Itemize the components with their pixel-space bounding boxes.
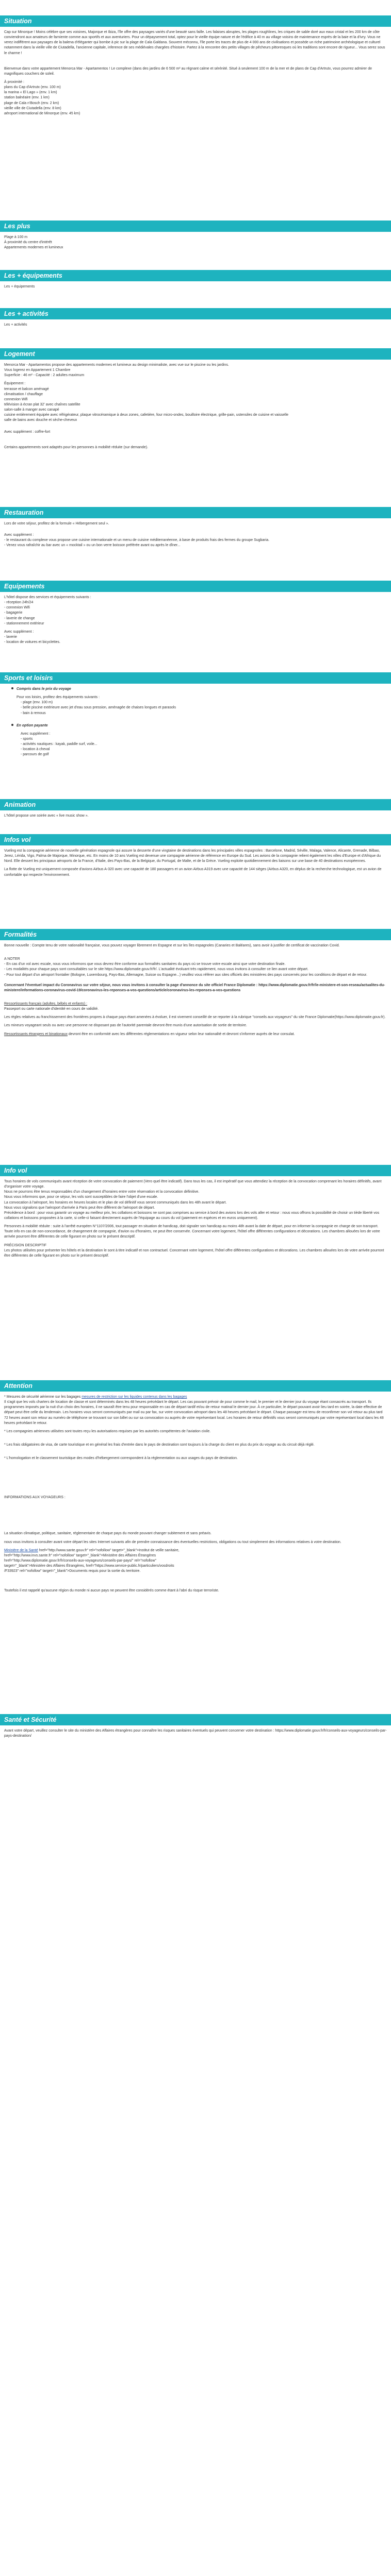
- list-item: la marina « El Lago » (env. 1 km): [4, 91, 57, 95]
- line: Pour vos loisirs, profitez des équipements suivants :: [17, 696, 100, 700]
- list-item: climatisation / chauffage: [4, 392, 43, 396]
- section-header-sports: Sports et loisirs: [0, 672, 391, 684]
- paragraph: Personnes à mobilité réduite : suite à l'arrêté européen N°1107/2006, tout passager en situation de handicap, doit signaler son handicap au moins 48h avant la date de départ, pour en informer la compagnie en charge de son transport. Toute info en cas de non-concordance, de changement de compagnie, d'avion ou d'horaires, ne peut être conservée. Concernant votre logement, l'hôtel offre différentes configurations et décorations. Les chambres allouées lors de votre arrivée pourront être différentes de celle figurant en photo sur le présent descriptif.: [4, 1225, 380, 1239]
- paragraph: Passeport ou carte nationale d'identité en cours de validité.: [4, 1007, 99, 1011]
- note-heading: A NOTER: [4, 957, 20, 961]
- list-item: plans du Cap d'Artrutx (env. 100 m): [4, 86, 61, 90]
- section-header-logement: Logement: [0, 348, 391, 360]
- section-header-equipements: Equipements: [0, 581, 391, 592]
- line: Les + équipements: [4, 285, 35, 289]
- list-item: - laverie: [4, 635, 17, 639]
- subheading-optional: [4, 723, 387, 728]
- sante-link[interactable]: Ministère de la Santé: [4, 1548, 38, 1552]
- section-restauration: [0, 518, 391, 581]
- paragraph-bold: [4, 983, 387, 993]
- paragraph: * Les frais obligatoires de visa, de carte touristique et en général les frais d'entrée dans le pays de destination sont toujours à la charge du client en plus du prix du voyage au du circuit déjà réglé.: [4, 1443, 315, 1447]
- list-item: À proximité du centre d'intérêt: [4, 241, 52, 245]
- paragraph: Les photos utilisées pour présenter les hôtels et la destination le sont à titre indicatif et non contractuel. Concernant votre logement, l'hôtel offre différentes configurations et décorations. Les chambres allouées lors de votre arrivée pourront être différentes de celle figurant en photo sur le présent descriptif.: [4, 1248, 384, 1258]
- list-item: aéroport international de Minorque (env. 45 km): [4, 111, 80, 115]
- section-header-situation: Situation: [0, 15, 391, 27]
- list-heading: À proximité :: [4, 80, 24, 84]
- link-line: href="http://www.diplomatie.gouv.fr/fr/conseils-aux-voyageurs/conseils-par-pays/" rel="nofollow": [4, 1558, 156, 1563]
- section-equipements-plus: [0, 281, 391, 308]
- line: Avec supplément :: [4, 630, 34, 634]
- section-equipements: [0, 592, 391, 672]
- list-item: vieille ville de Ciutadella (env. 8 km): [4, 106, 61, 110]
- bold-text: Concernant l'éventuel impact du Coronavirus sur votre séjour, nous vous invitons à consulter la page d'annonce du site officiel France Diplomatie :: [4, 983, 258, 987]
- section-info-vol: [0, 1176, 391, 1380]
- list-item: - activités nautiques : kayak, paddle surf, voile...: [21, 742, 97, 747]
- section-logement: [0, 360, 391, 507]
- section-formalites: [0, 940, 391, 1165]
- section-header-sante: Santé et Sécurité: [0, 1714, 391, 1725]
- link-line: target="_blank">Ministère des Affaires Étrangères, href="https://www.service-public.fr/particuliers/vosdroits: [4, 1564, 174, 1568]
- list-item: terrasse et balcon aménagé: [4, 387, 49, 391]
- list-item: station balnéaire (env. 1 km): [4, 96, 50, 100]
- section-activites-plus: [0, 319, 391, 348]
- section-plus: [0, 232, 391, 270]
- line: Superficie : 46 m² - Capacité : 2 adultes maximum: [4, 374, 85, 378]
- paragraph: Vueling est la compagnie aérienne de nouvelle génération espagnole qui assure la desserte d'une vingtaine de destinations dans les principales villes espagnoles : Barcelone, Madrid, Séville, Malaga, Valence, Alicante, Grenade, Bilbao, Jerez, Lérida, Vigo, Palma de Majorque, Minorque, etc. En moins de 10 ans Vueling est devenue une compagnie aérienne de référence en Europe du Sud. Les avions de la compagnie relient également les villes d'Europe et d'Afrique du Nord. Elle dessert les principaux aéroports de la France, d'Italie, des Pays-Bas, de la Belgique, du Portugal, de Malte, et de la Grèce. Vueling exploite quotidiennement des liaisons sur une base de 40 destinations européennes.: [4, 849, 381, 863]
- line: Vous logerez en Appartement 1 Chambre: [4, 368, 71, 372]
- paragraph: La situation climatique, politique, sanitaire, réglementaire de chaque pays du monde pouvant changer subitement et sans préavis.: [4, 1532, 211, 1536]
- section-header-restauration: Restauration: [0, 507, 391, 518]
- bullet-icon: [11, 724, 13, 726]
- paragraph: nous vous invitons à consulter avant votre départ les sites Internet suivants afin de prendre connaissance des éventuelles restrictions, obligations ou tout simplement des informations relatives à votre destination.: [4, 1540, 341, 1544]
- subheading-label: Compris dans le prix du voyage: [17, 687, 71, 691]
- list-item: télévision à écran plat 32' avec chaînes satellite: [4, 402, 80, 406]
- subheading-label: En option payante: [17, 723, 48, 727]
- list-item: Appartements modernes et lumineux: [4, 246, 63, 250]
- paragraph: Menorca Mar - Apartamentos propose des appartements modernes et lumineux au design minimaliste, avec vue sur le piscine ou les jardins.: [4, 363, 229, 367]
- subheading: INFORMATIONS AUX VOYAGEURS :: [4, 1496, 66, 1500]
- list-item: - Pour tout départ d'un aéroport frontalier (Bologne, Luxembourg, Pays-Bas, Allemagne, Suisse ou Espagne...) veuillez vous référer aux sites officiels des ministères des pays concernés pour les conditions de départ et de retour.: [4, 973, 367, 977]
- paragraph: La flotte de Vueling est uniquement composée d'avions Airbus A-320 avec une capacité de 180 passagers et un avion Airbus A319 avec une capacité de 144 sièges (Airbus A320, en déplus de la recherche technologique, est un avion de confortable qui respecte l'environnement.: [4, 868, 382, 877]
- text: devront être en conformité avec les différentes réglementations en vigueur selon leur nationalité et devront s'informer auprès de leur consulat.: [67, 1032, 295, 1036]
- line: Avec supplément : coffre-fort: [4, 430, 51, 434]
- section-header-plus: Les plus: [0, 221, 391, 232]
- paragraph: Les mineurs voyageant seuls ou avec une personne ne disposant pas de l'autorité parentale devront être munis d'une autorisation de sortie de territoire.: [4, 1024, 247, 1028]
- section-sante: [0, 1725, 391, 1759]
- list-item: salle de bains avec douche et sèche-cheveux: [4, 418, 77, 422]
- subheading-included: [4, 687, 387, 692]
- section-header-formalites: Formalités: [0, 929, 391, 940]
- list-item: - réception 24h/24: [4, 601, 34, 605]
- list-item: Plage à 100 m: [4, 235, 28, 239]
- diplomatie-link[interactable]: https://www.diplomatie.gouv.fr/fr/le-ministere-et-son-reseau/actualites-du-ministere/informations-coronavirus-covid-19/coronavirus-les-reponses-a-vos-questions/article/coronavirus-les-reponses-a-vos-questions: [4, 983, 385, 992]
- paragraph: Il s'agit que les vols charters de location de classe et sont déterminés dans les 48 heures précédant le départ. Les cas pouvant prévoir de pour comme le mail, le premier et le dernier jour du voyage étant consacrés au transport. Ils programmes imposés par la nuit d'un choix des horaires, il ne sauraît être tenu pour responsable en cas de départ tardif et/ou de retour matinal le dernier jour. À ce particulier, le départ pouvant avoir lieu tard en soirée, la date effective de départ peut être celle du lendemain. Les horaires vous seront communiqués par mail ou par fax, sur votre convocation aéroport dans les 48 heures précédant le départ. Chaque passager est tenu de reconfirmer son vol retour au plus tard 72 heures avant son retour au numéro de téléphone se trouvant sur son billet ou sur sa convocation ou auprès de votre représentant local. Les horaires de retour définitifs vous seront communiqués par votre représentant local dans les 48 heures précédant le retour.: [4, 1400, 384, 1425]
- list-item: - belle piscine extérieure avec jet d'eau sous pression, aménagée de chaises longues et parasols: [21, 706, 176, 710]
- bullet-icon: [11, 687, 13, 689]
- list-item: - Les modalités pour chaque pays sont consultables sur le site https://www.diplomatie.gouv.fr/fr/. L'actualité évoluant très rapidement, nous vous invitons à consulter ce lien avant votre départ.: [4, 968, 308, 972]
- paragraph: La convocation à l'aéroport, les horaires en heures locales et le plan de vol définitif vous seront communiqués dans les 48h avant le départ.: [4, 1200, 227, 1205]
- line: Avec supplément :: [4, 533, 34, 537]
- list-item: - bain à remous: [21, 711, 46, 715]
- list-item: - laverie de change: [4, 616, 35, 620]
- section-animation: [0, 810, 391, 834]
- section-header-infos-vol: Infos vol: [0, 834, 391, 845]
- subheading: Ressortissants français (adultes, bébés et enfants) :: [4, 1002, 88, 1006]
- line: L'hôtel dispose des services et équipements suivants :: [4, 596, 91, 599]
- section-header-equipements-plus: Les + équipements: [0, 270, 391, 281]
- list-item: - parcours de golf: [21, 753, 49, 757]
- list-item: - bagagerie: [4, 611, 23, 615]
- section-header-animation: Animation: [0, 799, 391, 810]
- section-situation: [0, 27, 391, 221]
- section-header-activites-plus: Les + activités: [0, 308, 391, 319]
- list-item: cuisine entièrement équipée avec réfrigérateur, plaque vitrocéramique à deux zones, cafetière, four micro-ondes, bouilloire électrique, grille-pain, ustensiles de cuisine et vaisselle: [4, 413, 288, 417]
- subheading: PRÉCISION DESCRIPTIF: [4, 1243, 47, 1247]
- list-heading: Équipement :: [4, 382, 26, 386]
- text: href="http://www.sante.gouv.fr" rel="nofollow" target="_blank">Institut de veille sanitaire,: [38, 1548, 180, 1552]
- paragraph: Nous vous informons que, pour ce séjour, les vols sont susceptibles de faire l'objet d'une escale.: [4, 1195, 158, 1199]
- paragraph: Nous vous signalons que l'aéroport d'arrivée à Paris peut être différent de l'aéroport de départ.: [4, 1206, 155, 1210]
- paragraph: Bienvenue dans votre appartement Menorca Mar - Apartamentos ! Le complexe (dans des jardins de 6 500 m² au régnant calme et sérénité. Situé à seulement 100 m de la mer et de plans de Cap d'Artrutx, vous pourrez admirer de magnifiques couchers de soleil.: [4, 66, 372, 76]
- paragraph: Précédence à bord : pour vous garantir un voyage au meilleur prix, les collations et boissons ne sont pas comprises au service à bord des avions lors des vols aller et retour : nous vous offrons la possibilité de choisir un tiède liberté vos collations et boissons proposées à la carte, si celle-ci faisant directement auprès de l'équipage au cours du vol (paiement en espèces et en euros uniquement).: [4, 1211, 380, 1220]
- section-header-attention: Attention: [0, 1380, 391, 1392]
- paragraph: Bonne nouvelle : Compte tenu de votre nationalité française, vous pouvez voyager librement en Espagne et sur les îles espagnoles (Canaries et Baléares), sans avoir à justifier de certificat de vaccination Covid.: [4, 944, 340, 947]
- link-line: href="http://www.invs.sante.fr" rel="nofollow" target="_blank">Ministère des Affaires Étrangères: [4, 1553, 156, 1557]
- subheading: Ressortissants étrangers et binationaux: [4, 1032, 68, 1036]
- link-line: /F33923" rel="nofollow" target="_blank">Documents requis pour la sortie du territoire.: [4, 1569, 141, 1573]
- paragraph: Lors de votre séjour, profitez de la formule « Hébergement seul ».: [4, 522, 109, 526]
- paragraph: * L'homologation et le classement touristique des modes d'hébergement correspondent à la réglementation ou aux usages du pays de destination.: [4, 1456, 238, 1461]
- section-header-info-vol: Info vol: [0, 1165, 391, 1176]
- list-item: plage de Cala n'Bosch (env. 2 km): [4, 101, 59, 105]
- line: L'hôtel propose une soirée avec « live music show ».: [4, 814, 89, 818]
- paragraph: - Venez vous rafraîchir au bar avec un « mocktail » ou un bon verre boisson préférée avant ou après le dîner...: [4, 544, 181, 548]
- section-attention: [0, 1392, 391, 1714]
- paragraph: [4, 1032, 387, 1037]
- paragraph: [4, 1395, 387, 1400]
- list-item: - sports: [21, 737, 33, 741]
- line: Avec supplément :: [21, 732, 51, 736]
- list-item: - plage (env. 100 m): [21, 701, 53, 705]
- list-item: connexion Wifi: [4, 397, 28, 401]
- section-infos-vol: [0, 845, 391, 929]
- list-item: - connexion Wifi: [4, 606, 30, 610]
- list-item: - En cas d'un vol avec escale, nous vous informons que vous devrez être conforme aux formalités sanitaires du pays où se trouve votre escale ainsi que votre destination finale.: [4, 962, 286, 967]
- paragraph: Les règles relatives au franchissement des frontières propres à chaque pays étant amenées à évoluer, il est vivement conseillé de se reporter à la rubrique "conseils aux voyageurs" du site France Diplomatie(https://www.diplomatie.gouv.fr).: [4, 1015, 386, 1020]
- section-sports: [0, 684, 391, 799]
- paragraph: Cap sur Minorque ! Moins célèbre que ses voisines, Majorque et Ibiza, l'île offre des paysages variés d'une beauté sans faille. Les falaises abruptes, les plages roughlines, les criques de sable doré aux eaux cristal et les 200 km de côte conviendront aux amateurs de farniente comme aux sportifs et aux aventuriers. Pour un dépaysement total, optez pour le vieille équipe nature et de l'édifice à 40 m au village voisins de maintenance esprès de la baie et la d'ivry. Vous ne verez indifférent aux paysages de la balena d'éléganter qui bombe à pic sur la plage de Cala Galdana. Souvent méconnu, l'île porte les traces de plus de 4 000 ans de civilisations et possède un riche patrimoine archéologique et culturel notamment dans la vieille ville de Ciutadella, l'ancienne capitale, inference de ses médiévales chargées d'histoire. Partez à la rencontre des petits villages de pêcheurs pittoresques où les traditions sont encore de rigueur... Vous serez sous le charme !: [4, 30, 385, 55]
- line: Les + activités: [4, 323, 27, 327]
- liquides-link[interactable]: mesures de restriction sur les liquides contenus dans les bagages: [82, 1395, 187, 1399]
- link-line: [4, 1548, 387, 1553]
- list-item: salon-salle à manger avec canapé: [4, 408, 59, 412]
- paragraph: Tous horaires de vols communiqués avant réception de votre convocation de paiement (Vero quel être indicatif). Dans tous les cas, il est impératif que vous attendiez la réception de la convocation comprenant les horaires définitifs, avant d'organiser votre voyage.: [4, 1180, 382, 1189]
- list-item: - location de voitures et bicyclettes.: [4, 640, 60, 645]
- text: * Mesures de sécurité aérienne sur les bagages: [4, 1395, 82, 1399]
- list-item: - stationnement extérieur: [4, 621, 44, 625]
- paragraph: - le restaurant du complexe vous propose une cuisine internationale et un menu de cuisine méditerranéenne, à base de produits frais des fermes du groupe Sugbaria.: [4, 538, 270, 543]
- note: Certains appartements sont adaptés pour les personnes à mobilité réduite (sur demande).: [4, 445, 148, 449]
- list-item: - location à cheval: [21, 748, 50, 752]
- paragraph: Toutefois il est rappelé qu'aucune région du monde ni aucun pays ne peuvent être considérés comme étant à l'abri du risque terroriste.: [4, 1589, 219, 1593]
- paragraph: Nous ne pourrons être tenus responsables d'un changement d'horaires entre votre réservation et la convocation définitive.: [4, 1190, 200, 1194]
- paragraph: * Les compagnies aériennes utilisées sont toutes reçu les autorisations requises par les autorités compétentes de l'aviation civile.: [4, 1429, 211, 1433]
- paragraph: Avant votre départ, veuillez consulter le site du ministère des Affaires étrangères pour connaître les risques sanitaires éventuels qui peuvent concerner votre destination : https://www.diplomatie.gouv.fr/fr/conseils-aux-voyageurs/conseils-par-pays-destination/: [4, 1729, 387, 1738]
